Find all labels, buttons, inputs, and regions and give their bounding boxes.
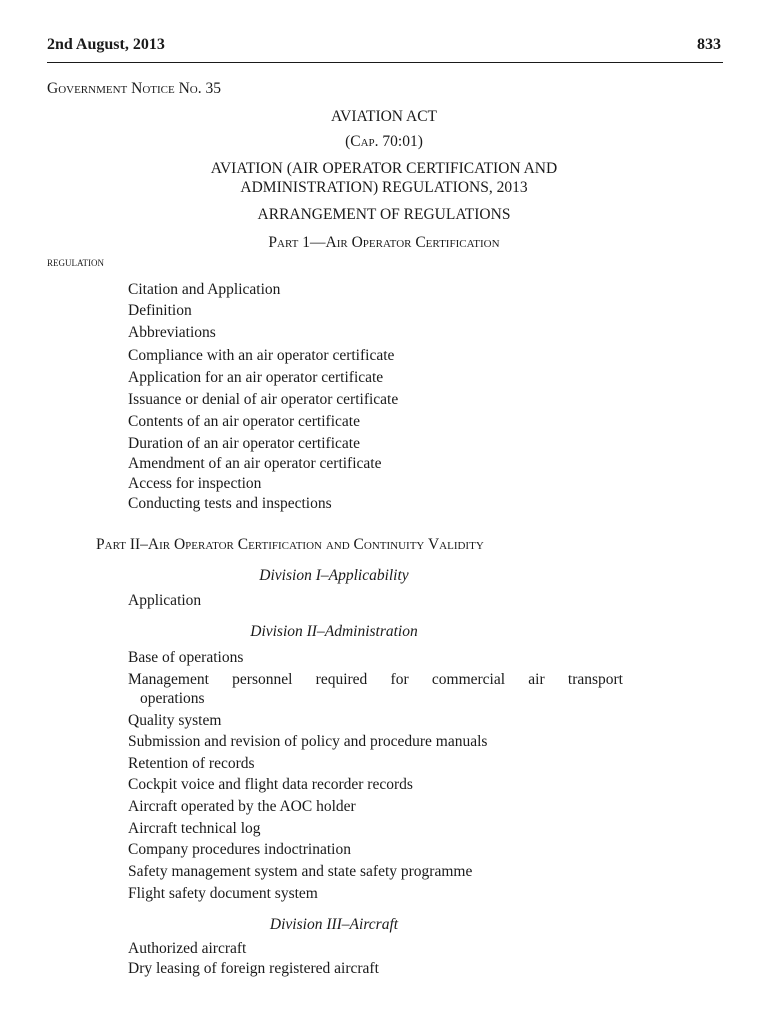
item-text: Duration of an air operator certificate [128, 435, 360, 452]
division-2-heading: Division II–Administration [250, 623, 418, 640]
header-rule [47, 62, 723, 63]
item-text: Safety management system and state safety programme [128, 863, 473, 880]
regulation-column-label: regulation [47, 254, 104, 269]
item-text: Cockpit voice and flight data recorder records [128, 776, 413, 793]
item-text: Compliance with an air operator certificate [128, 347, 395, 364]
item-text: Quality system [128, 712, 222, 729]
item-text: Application for an air operator certificate [128, 369, 384, 386]
item-text: Aircraft operated by the AOC holder [128, 798, 356, 815]
item-text: Issuance or denial of air operator certificate [128, 391, 399, 408]
division-3-heading: Division III–Aircraft [269, 916, 399, 933]
item-text: Application [128, 592, 202, 609]
item-text-line-2: operations [140, 690, 205, 707]
item-text-line-1: Management personnel required for commercial air transport [128, 671, 623, 688]
regulations-title-line-2: ADMINISTRATION) REGULATIONS, 2013 [240, 179, 528, 196]
item-text: Dry leasing of foreign registered aircraft [128, 960, 379, 977]
government-notice: Government Notice No. 35 [47, 80, 221, 97]
item-text: Access for inspection [128, 475, 262, 492]
header-date: 2nd August, 2013 [47, 36, 165, 53]
arrangement-heading: ARRANGEMENT OF REGULATIONS [257, 206, 511, 223]
item-text: Flight safety document system [128, 885, 318, 902]
item-text: Definition [128, 302, 192, 319]
cap-number: (Cap. 70:01) [345, 133, 423, 150]
part-1-heading: Part 1—Air Operator Certification [268, 234, 500, 251]
act-title: AVIATION ACT [330, 108, 438, 125]
part-2-heading: Part II–Air Operator Certification and Continuity Validity [96, 536, 484, 553]
item-text: Abbreviations [128, 324, 216, 341]
division-1-heading: Division I–Applicability [259, 567, 409, 584]
item-text: Aircraft technical log [128, 820, 261, 837]
item-text: Authorized aircraft [128, 940, 247, 957]
item-text: Amendment of an air operator certificate [128, 455, 382, 472]
regulations-title-line-1: AVIATION (AIR OPERATOR CERTIFICATION AND [210, 160, 558, 177]
item-text: Company procedures indoctrination [128, 841, 351, 858]
item-text: Base of operations [128, 649, 244, 666]
item-text: Citation and Application [128, 281, 281, 298]
page-number: 833 [697, 36, 721, 53]
item-text: Submission and revision of policy and procedure manuals [128, 733, 488, 750]
item-text: Contents of an air operator certificate [128, 413, 360, 430]
item-text: Conducting tests and inspections [128, 495, 332, 512]
item-text: Retention of records [128, 755, 255, 772]
